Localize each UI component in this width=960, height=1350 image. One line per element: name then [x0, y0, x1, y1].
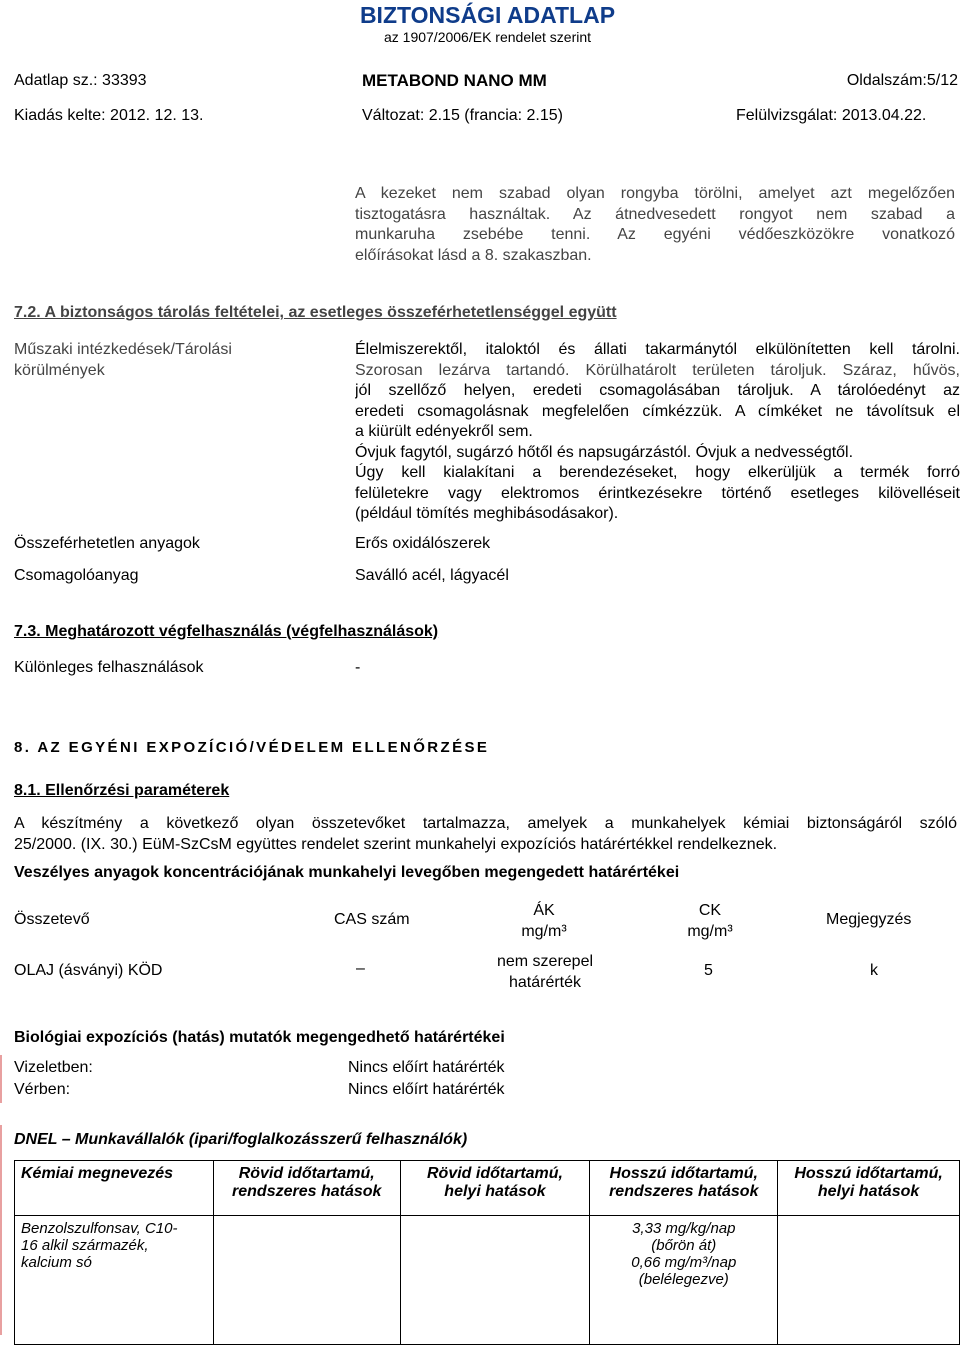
limits-row-ak-line: nem szerepel: [496, 953, 594, 970]
bio-limits-heading: Biológiai expozíciós (hatás) mutatók megengedhető határértékei: [14, 1029, 505, 1046]
storage-text-line: a kiürült edényekről sem.: [355, 423, 533, 440]
dnel-table: [14, 1160, 960, 1345]
limits-header-ak-line: mg/m³: [521, 923, 567, 940]
section-7-2-heading: 7.2. A biztonságos tárolás feltételei, az esetleges összeférhetetlenséggel együtt: [14, 304, 617, 321]
section-8-1-text-line: A készítmény a következő olyan összetevőket tartalmazza, amelyek a munkahelyek kémiai biztonságáról szóló: [14, 815, 957, 832]
storage-text-line: (például tömítés meghibásodásakor).: [355, 505, 619, 522]
special-uses-label: Különleges felhasználások: [14, 659, 204, 676]
dnel-long-local: [778, 1216, 960, 1345]
limits-header-ak: [500, 900, 588, 942]
product-name: METABOND NANO MM: [362, 71, 547, 90]
storage-conditions-label-line: körülmények: [14, 361, 105, 379]
limits-header-component: Összetevő: [14, 911, 90, 928]
dnel-header-cell: Hosszú időtartamú, helyi hatások: [778, 1161, 960, 1216]
storage-conditions-text: [355, 340, 960, 525]
dnel-long-systemic-line: (belélegezve): [638, 1271, 729, 1288]
limits-header-ak-line: ÁK: [533, 902, 555, 919]
handling-note-line: munkaruha zsebébe tenni. Az egyéni védőeszközökre vonatkozó: [355, 226, 955, 243]
dnel-chemical-name-line: kalcium só: [21, 1254, 92, 1271]
page-number: Oldalszám:5/12: [846, 72, 958, 89]
bio-blood-value: Nincs előírt határérték: [348, 1081, 505, 1098]
dnel-header-cell: Hosszú időtartamú, rendszeres hatások: [590, 1161, 778, 1216]
section-8-1-heading: 8.1. Ellenőrzési paraméterek: [14, 782, 230, 799]
limits-header-ck-line: CK: [698, 902, 722, 919]
version: Változat: 2.15 (francia: 2.15): [362, 107, 563, 124]
limits-row-ak-line: határérték: [508, 974, 582, 991]
storage-text-line: Szorosan lezárva tartandó. Körülhatárolt területen tároljuk. Száraz, hűvös,: [355, 361, 960, 379]
change-marker: [0, 1125, 2, 1335]
dnel-short-systemic: [213, 1216, 400, 1345]
packaging-label: Csomagolóanyag: [14, 567, 139, 584]
limits-row-note: k: [870, 962, 878, 979]
dnel-long-systemic: [590, 1216, 778, 1345]
storage-text-line: felületekre vagy elektromos érintkezésekre történő esetleges kilövelléseit: [355, 484, 960, 502]
handling-note-line: előírásokat lásd a 8. szakaszban.: [355, 246, 592, 264]
issue-date: Kiadás kelte: 2012. 12. 13.: [14, 107, 204, 124]
dnel-header-cell: Rövid időtartamú, rendszeres hatások: [213, 1161, 400, 1216]
storage-conditions-label: [14, 340, 232, 381]
dnel-heading: DNEL – Munkavállalók (ipari/foglalkozásszerű felhasználók): [14, 1131, 468, 1148]
sheet-number: Adatlap sz.: 33393: [14, 72, 147, 89]
dnel-data-row: [15, 1216, 960, 1345]
special-uses-value: -: [355, 659, 361, 676]
dnel-header-cell: Kémiai megnevezés: [15, 1161, 214, 1216]
limits-header-ck-line: mg/m³: [687, 923, 733, 940]
regulation-subtitle: az 1907/2006/EK rendelet szerint: [383, 29, 592, 45]
storage-conditions-label-line: Műszaki intézkedések/Tárolási: [14, 341, 232, 358]
section-8-1-text: [14, 814, 957, 855]
section-8-heading: 8. AZ EGYÉNI EXPOZÍCIÓ/VÉDELEM ELLENŐRZÉSE: [14, 739, 490, 756]
storage-text-line: Úgy kell kialakítani a berendezéseket, hogy elkerüljük a termék forró: [355, 464, 960, 481]
dnel-chemical-name-line: Benzolszulfonsav, C10-: [21, 1220, 178, 1237]
limits-header-ck: [666, 900, 754, 942]
limits-row-cas: –: [356, 960, 365, 977]
section-7-3-heading: 7.3. Meghatározott végfelhasználás (végfelhasználások): [14, 623, 439, 640]
dnel-header-row: [15, 1161, 960, 1216]
bio-urine-label: Vizeletben:: [14, 1059, 93, 1076]
bio-blood-label: Vérben:: [14, 1081, 71, 1098]
packaging-value: Saválló acél, lágyacél: [355, 567, 509, 584]
limits-row-ak: [480, 951, 610, 993]
storage-text-line: jól szellőző helyen, eredeti csomagolásában tároljuk. A tárolóedényt az: [355, 382, 960, 399]
handling-note: [355, 184, 955, 266]
revision-date: Felülvizsgálat: 2013.04.22.: [736, 107, 927, 124]
limits-header-cas: CAS szám: [334, 911, 410, 928]
dnel-long-systemic-line: 0,66 mg/m³/nap: [631, 1254, 737, 1271]
storage-text-line: eredeti csomagolásnak megfelelően címkézzük. A címkéket ne távolítsuk el: [355, 402, 960, 420]
storage-text-line: Élelmiszerektől, italoktól és állati takarmánytól elkülönítetten kell tárolni.: [355, 341, 960, 358]
document-title: BIZTONSÁGI ADATLAP: [359, 2, 616, 28]
handling-note-line: tisztogatásra használtak. Az átnedvesedett rongyot nem szabad a: [355, 205, 955, 223]
exposure-limits-heading: Veszélyes anyagok koncentrációjának munkahelyi levegőben megengedett határértékei: [14, 864, 680, 881]
limits-row-component: OLAJ (ásványi) KÖD: [14, 962, 163, 979]
change-marker: [0, 1055, 2, 1103]
storage-text-line: Óvjuk fagytól, sugárzó hőtől és napsugárzástól. Óvjuk a nedvességtől.: [355, 443, 854, 461]
section-8-1-text-line: 25/2000. (IX. 30.) EüM-SzCsM együttes rendelet szerint munkahelyi expozíciós határértékkel rendelkeznek.: [14, 835, 778, 853]
dnel-chemical-name-line: 16 alkil származék,: [21, 1237, 149, 1254]
dnel-long-systemic-line: (bőrön át): [651, 1237, 717, 1254]
dnel-header-cell: Rövid időtartamú, helyi hatások: [400, 1161, 590, 1216]
dnel-chemical-name: [15, 1216, 214, 1345]
incompatible-materials-value: Erős oxidálószerek: [355, 535, 491, 552]
bio-urine-value: Nincs előírt határérték: [348, 1059, 505, 1076]
limits-header-note: Megjegyzés: [826, 911, 912, 928]
incompatible-materials-label: Összeférhetetlen anyagok: [14, 535, 200, 552]
dnel-short-local: [400, 1216, 590, 1345]
dnel-long-systemic-line: 3,33 mg/kg/nap: [632, 1220, 736, 1237]
limits-row-ck: 5: [704, 962, 713, 979]
handling-note-line: A kezeket nem szabad olyan rongyba törölni, amelyet azt megelőzően: [355, 185, 955, 202]
